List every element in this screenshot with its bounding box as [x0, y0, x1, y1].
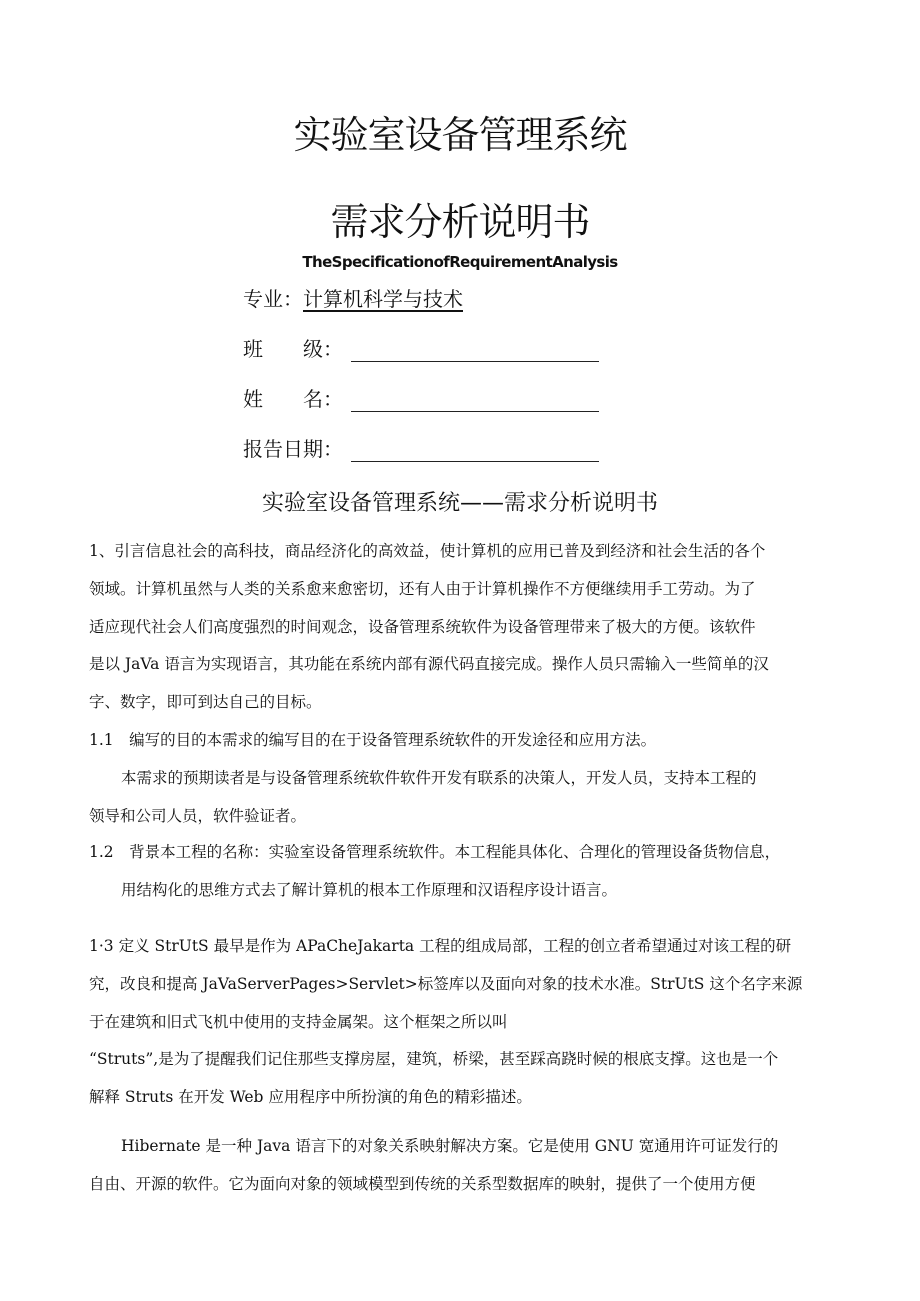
readers-paragraph — [89, 760, 831, 836]
text-line: 究，改良和提高 JaVaServerPages>Servlet>标签库以及面向对象的技术水准。StrUtS 这个名字来源 — [89, 974, 803, 993]
text-line: 是以 JaVa 语言为实现语言，其功能在系统内部有源代码直接完成。操作人员只需输入一些简单的汉 — [89, 655, 769, 674]
text-line: 本需求的预期读者是与设备管理系统软件软件开发有联系的决策人，开发人员，支持本工程的 — [121, 769, 757, 787]
section-1-2 — [89, 834, 831, 910]
english-subtitle: TheSpecificationofRequirementAnalysis — [302, 253, 618, 271]
text-line: 字、数字，即可到达自己的目标。 — [89, 693, 322, 712]
title-line-2: 需求分析说明书 — [330, 200, 590, 244]
text-line: 1.2 背景本工程的名称：实验室设备管理系统软件。本工程能具体化、合理化的管理设备货物信息， — [89, 843, 781, 861]
section-1-3 — [89, 928, 831, 1117]
date-blank-line — [351, 439, 599, 462]
text-line: 领域。计算机虽然与人类的关系愈来愈密切，还有人由于计算机操作不方便继续用手工劳动。为了 — [89, 579, 756, 598]
text-line: 用结构化的思维方式去了解计算机的根本工作原理和汉语程序设计语言。 — [121, 880, 618, 899]
text-line: 领导和公司人员，软件验证者。 — [89, 806, 307, 825]
hibernate-paragraph — [89, 1128, 831, 1204]
section-heading: 实验室设备管理系统——需求分析说明书 — [261, 491, 658, 516]
text-line: 解释 Struts 在开发 Web 应用程序中所扮演的角色的精彩描述。 — [89, 1088, 532, 1107]
class-label: 班 级： — [243, 337, 343, 361]
date-label: 报告日期： — [243, 437, 343, 461]
name-blank-line — [351, 389, 599, 412]
major-label: 专业： — [243, 287, 303, 311]
text-line: 自由、开源的软件。它为面向对象的领域模型到传统的关系型数据库的映射，提供了一个使用方便 — [89, 1174, 756, 1193]
major-value: 计算机科学与技术 — [303, 287, 463, 311]
name-field — [243, 383, 599, 412]
text-line: 于在建筑和旧式飞机中使用的支持金属架。这个框架之所以叫 — [89, 1012, 508, 1031]
date-field — [243, 433, 599, 462]
major-field — [243, 283, 463, 312]
name-label: 姓 名： — [243, 387, 343, 411]
text-line: 1·3 定义 StrUtS 最早是作为 APaCheJakarta 工程的组成局部，工程的创立者希望通过对该工程的研 — [89, 937, 792, 955]
text-line: 适应现代社会人们高度强烈的时间观念，设备管理系统软件为设备管理带来了极大的方便。该软件 — [89, 617, 756, 636]
intro-paragraph — [89, 533, 831, 722]
text-line: Hibernate 是一种 Java 语言下的对象关系映射解决方案。它是使用 GNU 宽通用许可证发行的 — [121, 1137, 779, 1155]
text-line: 1.1 编写的目的本需求的编写目的在于设备管理系统软件的开发途径和应用方法。 — [89, 731, 657, 749]
class-field — [243, 333, 599, 362]
section-1-1 — [89, 722, 831, 760]
title-line-1: 实验室设备管理系统 — [293, 113, 627, 157]
text-line: 1、引言信息社会的高科技，商品经济化的高效益，使计算机的应用已普及到经济和社会生活的各个 — [89, 542, 766, 560]
class-blank-line — [351, 339, 599, 362]
text-line: “Struts”,是为了提醒我们记住那些支撑房屋，建筑，桥梁，甚至踩高跷时候的根底支撑。这也是一个 — [89, 1050, 779, 1069]
